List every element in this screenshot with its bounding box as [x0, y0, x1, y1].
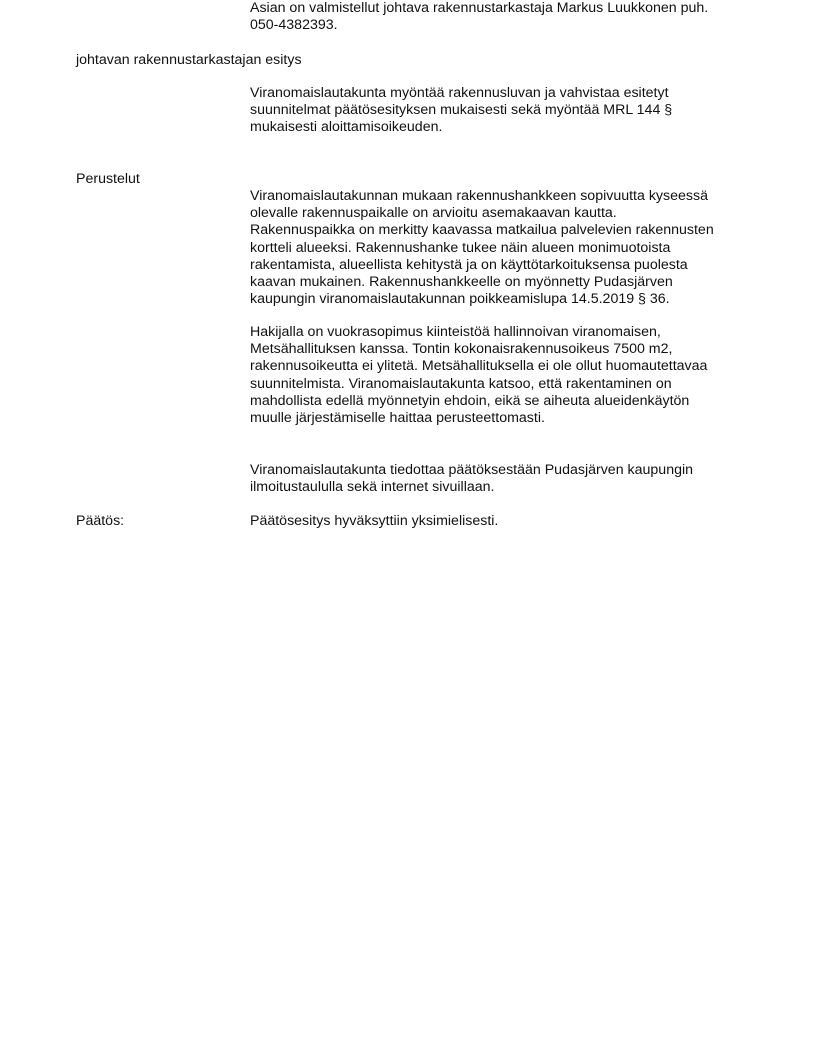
reasons-p2-line: mahdollista edellä myönnetyin ehdoin, eikä se aiheuta alueidenkäytön: [250, 392, 690, 409]
reasons-p3-line: ilmoitustaululla sekä internet sivuillaan.: [250, 479, 495, 496]
reasons-p2-line: Metsähallituksen kanssa. Tontin kokonaisrakennusoikeus 7500 m2,: [250, 341, 673, 358]
reasons-p1-line: kaupungin viranomaislautakunnan poikkeamislupa 14.5.2019 § 36.: [250, 291, 670, 308]
reasons-p2-line: muulle järjestämiselle haittaa perusteettomasti.: [250, 410, 545, 427]
reasons-paragraph-1: [250, 188, 740, 308]
proposal-line-1: Viranomaislautakunta myöntää rakennusluvan ja vahvistaa esitetyt: [250, 85, 669, 101]
reasons-p2-line: rakennusoikeutta ei ylitetä. Metsähallituksella ei ole ollut huomautettavaa: [250, 358, 708, 375]
proposal-line-2: suunnitelmat päätösesityksen mukaisesti sekä myöntää MRL 144 §: [250, 102, 673, 119]
reasons-label: Perustelut: [76, 171, 140, 187]
reasons-p1-line: kaavan mukainen. Rakennushankkeelle on myönnetty Pudasjärven: [250, 274, 673, 291]
reasons-p1-line: olevalle rakennuspaikalle on arvioitu asemakaavan kautta.: [250, 205, 617, 222]
reasons-p1-line: kortteli alueeksi. Rakennushanke tukee näin alueen monimuotoista: [250, 239, 671, 256]
reasons-paragraph-3: [250, 462, 740, 496]
reasons-p2-line: Hakijalla on vuokrasopimus kiinteistöä hallinnoivan viranomaisen,: [250, 324, 661, 340]
reasons-paragraph-2: [250, 324, 740, 427]
reasons-p1-line: Rakennuspaikka on merkitty kaavassa matkailua palvelevien rakennusten: [250, 222, 714, 239]
preparer-info: [250, 0, 740, 34]
reasons-p3-line: Viranomaislautakunta tiedottaa päätöksestään Pudasjärven kaupungin: [250, 462, 694, 478]
proposal-line-3: mukaisesti aloittamisoikeuden.: [250, 119, 443, 136]
reasons-p1-line: Viranomaislautakunnan mukaan rakennushankkeen sopivuutta kyseessä: [250, 188, 708, 204]
decision-text: [250, 513, 740, 530]
reasons-p1-line: rakentamista, alueellista kehitystä ja on käyttötarkoituksensa puolesta: [250, 256, 688, 273]
proposal-label: johtavan rakennustarkastajan esitys: [76, 52, 302, 68]
proposal-text: [250, 85, 740, 137]
preparer-line-1: Asian on valmistellut johtava rakennustarkastaja Markus Luukkonen puh.: [250, 0, 709, 16]
reasons-p2-line: suunnitelmista. Viranomaislautakunta katsoo, että rakentaminen on: [250, 375, 672, 392]
decision-line: Päätösesitys hyväksyttiin yksimielisesti.: [250, 513, 499, 529]
decision-label: Päätös:: [76, 513, 125, 529]
preparer-line-2: 050-4382393.: [250, 17, 338, 34]
